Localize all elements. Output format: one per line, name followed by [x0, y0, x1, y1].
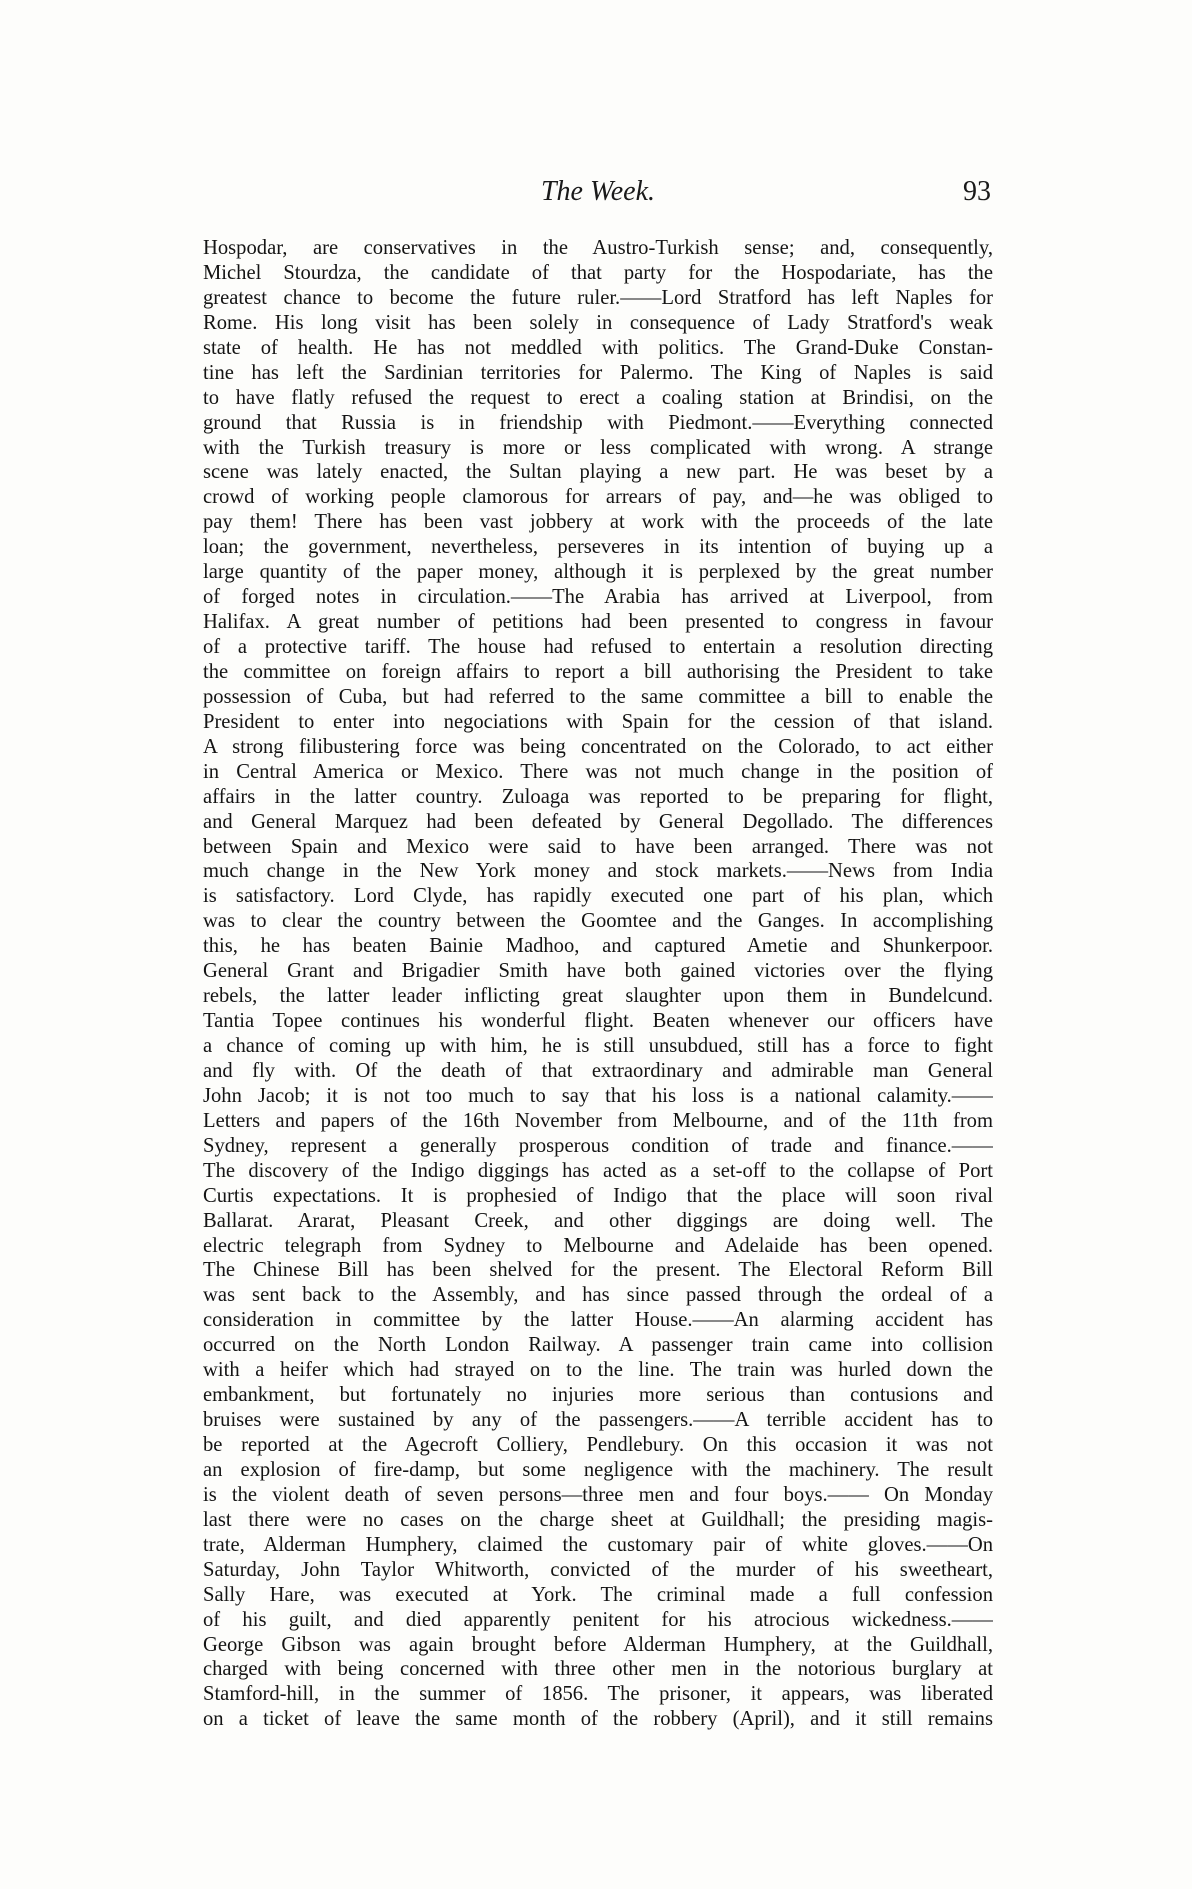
text-line: electric telegraph from Sydney to Melbourne and Adelaide has been opened. [203, 1234, 993, 1257]
text-line: trate, Alderman Humphery, claimed the customary pair of white gloves.——On [203, 1533, 993, 1556]
text-line: Stamford-hill, in the summer of 1856. The prisoner, it appears, was liberated [203, 1683, 993, 1706]
text-line: of his guilt, and died apparently penitent for his atrocious wickedness.—— [203, 1608, 993, 1631]
text-line: President to enter into negociations with Spain for the cession of that island. [203, 710, 993, 733]
text-line: last there were no cases on the charge sheet at Guildhall; the presiding magis- [203, 1508, 993, 1531]
text-line: on a ticket of leave the same month of the robbery (April), and it still remains [203, 1708, 993, 1731]
text-line: General Grant and Brigadier Smith have both gained victories over the flying [203, 960, 993, 983]
text-line: crowd of working people clamorous for arrears of pay, and—he was obliged to [203, 486, 993, 509]
text-line: embankment, but fortunately no injuries more serious than contusions and [203, 1384, 993, 1407]
text-line: Michel Stourdza, the candidate of that party for the Hospodariate, has the [203, 261, 993, 284]
text-line: scene was lately enacted, the Sultan playing a new part. He was beset by a [203, 461, 993, 484]
text-line: charged with being concerned with three other men in the notorious burglary at [203, 1658, 993, 1681]
text-line: greatest chance to become the future ruler.——Lord Stratford has left Naples for [203, 286, 993, 309]
text-line: is satisfactory. Lord Clyde, has rapidly executed one part of his plan, which [203, 885, 993, 908]
text-line: consideration in committee by the latter House.——An alarming accident has [203, 1309, 993, 1332]
text-line: state of health. He has not meddled with politics. The Grand-Duke Constan- [203, 336, 993, 359]
text-line: Ballarat. Ararat, Pleasant Creek, and other diggings are doing well. The [203, 1209, 993, 1232]
text-line: The discovery of the Indigo diggings has acted as a set-off to the collapse of Port [203, 1159, 993, 1182]
text-line: possession of Cuba, but had referred to the same committee a bill to enable the [203, 685, 993, 708]
text-line: to have flatly refused the request to erect a coaling station at Brindisi, on the [203, 386, 993, 409]
text-line: with the Turkish treasury is more or less complicated with wrong. A strange [203, 436, 993, 459]
text-line: Hospodar, are conservatives in the Austro-Turkish sense; and, consequently, [203, 237, 993, 259]
text-line: Tantia Topee continues his wonderful flight. Beaten whenever our officers have [203, 1010, 993, 1033]
text-line: was sent back to the Assembly, and has since passed through the ordeal of a [203, 1284, 993, 1307]
text-line: and fly with. Of the death of that extraordinary and admirable man General [203, 1059, 993, 1082]
text-line: Letters and papers of the 16th November from Melbourne, and of the 11th from [203, 1109, 993, 1132]
text-line: in Central America or Mexico. There was not much change in the position of [203, 760, 993, 783]
text-line: was to clear the country between the Goomtee and the Ganges. In accomplishing [203, 910, 993, 933]
text-line: be reported at the Agecroft Colliery, Pendlebury. On this occasion it was not [203, 1434, 993, 1456]
text-line: rebels, the latter leader inflicting great slaughter upon them in Bundelcund. [203, 985, 993, 1008]
text-line: of forged notes in circulation.——The Arabia has arrived at Liverpool, from [203, 586, 993, 609]
text-line: with a heifer which had strayed on to the line. The train was hurled down the [203, 1359, 993, 1382]
text-line: this, he has beaten Bainie Madhoo, and captured Ametie and Shunkerpoor. [203, 935, 993, 958]
text-line: pay them! There has been vast jobbery at work with the proceeds of the late [203, 511, 993, 534]
text-line: of a protective tariff. The house had refused to entertain a resolution directing [203, 636, 993, 658]
text-line: John Jacob; it is not too much to say that his loss is a national calamity.—— [203, 1084, 993, 1107]
text-line: George Gibson was again brought before Alderman Humphery, at the Guildhall, [203, 1633, 993, 1656]
text-line: Saturday, John Taylor Whitworth, convicted of the murder of his sweetheart, [203, 1558, 993, 1581]
running-title: The Week. [540, 176, 656, 207]
text-line: much change in the New York money and stock markets.——News from India [203, 860, 993, 883]
page-number: 93 [963, 176, 991, 207]
text-line: Sally Hare, was executed at York. The criminal made a full confession [203, 1583, 993, 1606]
text-line: large quantity of the paper money, although it is perplexed by the great number [203, 561, 993, 584]
text-line: bruises were sustained by any of the passengers.——A terrible accident has to [203, 1409, 993, 1432]
text-line: ground that Russia is in friendship with Piedmont.——Everything connected [203, 411, 993, 434]
text-line: The Chinese Bill has been shelved for the present. The Electoral Reform Bill [203, 1259, 993, 1282]
text-line: a chance of coming up with him, he is still unsubdued, still has a force to fight [203, 1035, 993, 1057]
running-head [203, 176, 993, 210]
text-line: Curtis expectations. It is prophesied of Indigo that the place will soon rival [203, 1184, 993, 1207]
text-line: Halifax. A great number of petitions had been presented to congress in favour [203, 611, 993, 634]
text-line: occurred on the North London Railway. A passenger train came into collision [203, 1334, 993, 1357]
text-line: an explosion of fire-damp, but some negligence with the machinery. The result [203, 1458, 993, 1481]
text-line: Rome. His long visit has been solely in consequence of Lady Stratford's weak [203, 311, 993, 334]
text-line: loan; the government, nevertheless, perseveres in its intention of buying up a [203, 536, 993, 559]
text-line: A strong filibustering force was being concentrated on the Colorado, to act either [203, 735, 993, 758]
text-line: between Spain and Mexico were said to have been arranged. There was not [203, 835, 993, 858]
text-line: and General Marquez had been defeated by General Degollado. The differences [203, 810, 993, 833]
text-line: tine has left the Sardinian territories for Palermo. The King of Naples is said [203, 361, 993, 384]
text-line: the committee on foreign affairs to report a bill authorising the President to take [203, 660, 993, 683]
body-text [203, 236, 993, 1732]
text-line: is the violent death of seven persons—three men and four boys.—— On Monday [203, 1483, 993, 1506]
text-line: Sydney, represent a generally prosperous condition of trade and finance.—— [203, 1134, 993, 1157]
text-line: affairs in the latter country. Zuloaga was reported to be preparing for flight, [203, 785, 993, 808]
